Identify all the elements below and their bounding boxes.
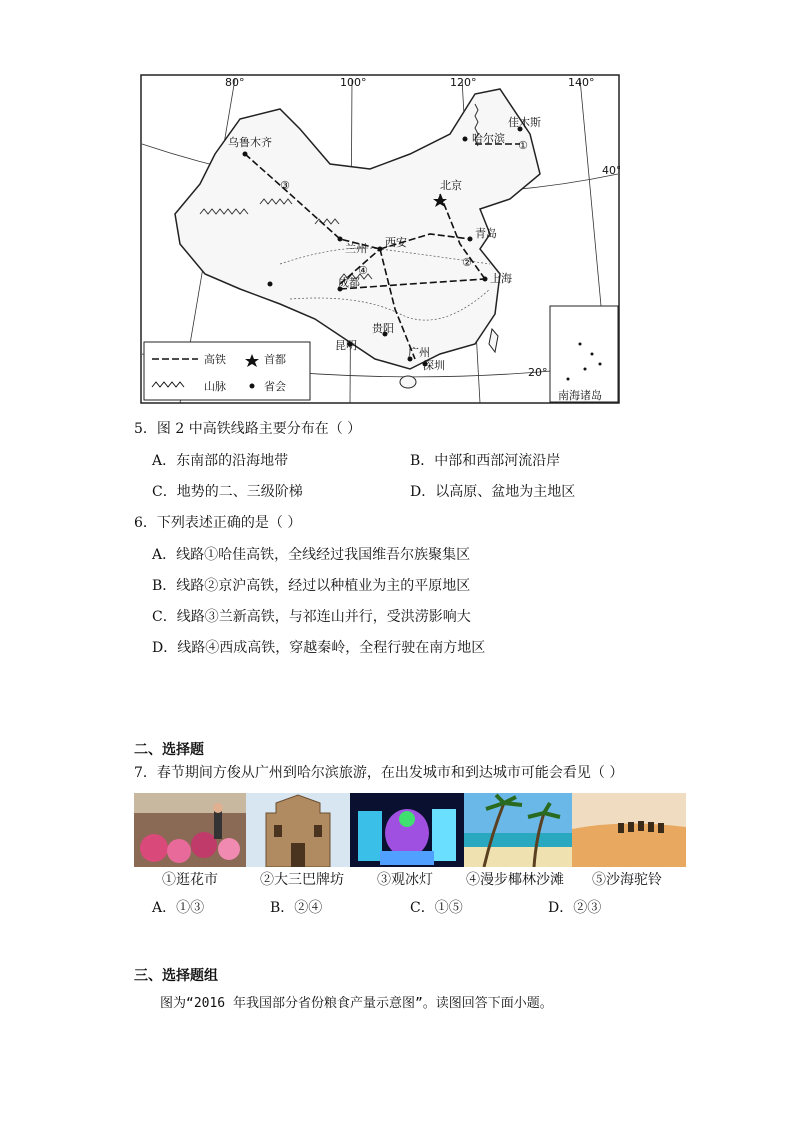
city-label: 兰州 (345, 242, 367, 255)
route-marker: ② (462, 256, 472, 269)
q7-option-a[interactable]: A．①③ (152, 900, 205, 916)
photo-caption: ⑤沙海驼铃 (592, 872, 662, 888)
city-label: 哈尔滨 (472, 132, 505, 145)
section-title: 三、选择题组 (134, 968, 218, 984)
china-railway-map (140, 74, 620, 404)
q7-stem: 7．春节期间方俊从广州到哈尔滨旅游，在出发城市和到达城市可能会看见（ ） (134, 765, 624, 781)
photo-caption: ②大三巴牌坊 (260, 872, 344, 888)
city-label: 成都 (338, 276, 360, 289)
photo-caption: ①逛花市 (162, 872, 218, 888)
city-label: 西安 (385, 236, 407, 249)
city-label: 广州 (408, 346, 430, 359)
photo-caption: ③观冰灯 (377, 872, 433, 888)
city-label: 贵阳 (372, 322, 394, 335)
q7-option-b[interactable]: B．②④ (270, 900, 323, 916)
q6-stem: 6．下列表述正确的是（ ） (134, 515, 302, 531)
ruins-st-paul-photo (246, 793, 350, 867)
city-label: 深圳 (423, 359, 445, 372)
section-title: 二、选择题 (134, 742, 204, 758)
q5-option-b[interactable]: B．中部和西部河流沿岸 (410, 453, 561, 469)
lat-label: 20° (528, 366, 548, 379)
palm-beach-photo (464, 793, 572, 867)
q6-option-a[interactable]: A．线路①哈佳高铁，全线经过我国维吾尔族聚集区 (152, 547, 471, 563)
lat-label: 40° (602, 164, 620, 177)
q6-option-c[interactable]: C．线路③兰新高铁，与祁连山并行，受洪涝影响大 (152, 609, 471, 625)
route-marker: ③ (280, 179, 290, 192)
legend-label: 高铁 (204, 353, 226, 366)
q6-option-b[interactable]: B．线路②京沪高铁，经过以种植业为主的平原地区 (152, 578, 471, 594)
city-label: 青岛 (475, 227, 497, 240)
inset-label: 南海诸岛 (558, 389, 602, 402)
city-label: 佳木斯 (508, 116, 541, 129)
city-label: 昆明 (335, 339, 357, 352)
q5-option-c[interactable]: C．地势的二、三级阶梯 (152, 484, 303, 500)
section-intro: 图为“2016 年我国部分省份粮食产量示意图”。读图回答下面小题。 (160, 996, 553, 1011)
ice-lantern-photo (350, 793, 464, 867)
lon-label: 100° (340, 76, 367, 89)
lon-label: 120° (450, 76, 477, 89)
q7-option-c[interactable]: C．①⑤ (410, 900, 463, 916)
city-label: 上海 (490, 272, 512, 285)
photo-caption: ④漫步椰林沙滩 (466, 872, 564, 888)
q5-option-a[interactable]: A．东南部的沿海地带 (152, 453, 289, 469)
route-marker: ④ (358, 264, 368, 277)
city-label: 北京 (440, 179, 462, 192)
lon-label: 80° (225, 76, 245, 89)
q7-option-d[interactable]: D．②③ (548, 900, 602, 916)
q6-option-d[interactable]: D．线路④西成高铁，穿越秦岭，全程行驶在南方地区 (152, 640, 486, 656)
city-label: 乌鲁木齐 (228, 136, 272, 149)
lon-label: 140° (568, 76, 595, 89)
q5-option-d[interactable]: D．以高原、盆地为主地区 (410, 484, 576, 500)
flower-market-photo (134, 793, 246, 867)
legend-label: 首都 (264, 353, 286, 366)
legend-label: 省会 (264, 380, 286, 393)
desert-camel-photo (572, 793, 686, 867)
q5-stem: 5．图 2 中高铁线路主要分布在（ ） (134, 421, 362, 437)
legend-label: 山脉 (204, 380, 226, 393)
route-marker: ① (518, 139, 528, 152)
